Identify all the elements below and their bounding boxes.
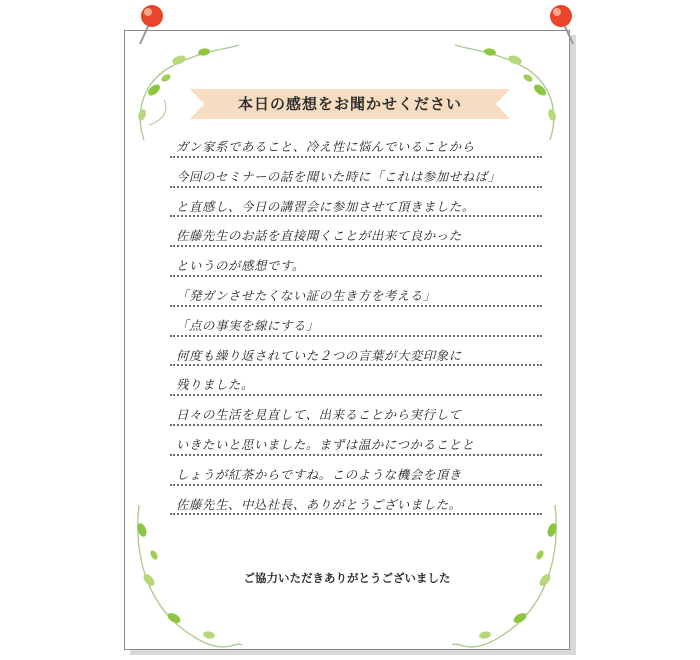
response-line: というのが感想です。 [170,247,542,277]
pushpin-icon [134,0,170,48]
response-lines [170,128,542,515]
response-line: 佐藤先生、中込社長、ありがとうございました。 [170,486,542,516]
response-line: 「点の事実を線にする」 [170,307,542,337]
response-line: ガン家系であること、冷え性に悩んでいることから [170,128,542,158]
title-banner [190,85,510,123]
response-line: しょうが紅茶からですね。このような機会を頂き [170,456,542,486]
response-line: いきたいと思いました。まずは温かにつかることと [170,426,542,456]
response-line: 「発ガンさせたくない証の生き方を考える」 [170,277,542,307]
response-line: 何度も繰り返されていた２つの言葉が大変印象に [170,337,542,367]
thank-you-footer: ご協力いただきありがとうございました [243,571,451,585]
response-line: と直感し、今日の講習会に参加させて頂きました。 [170,188,542,218]
card-title: 本日の感想をお聞かせください [237,95,462,113]
response-line: 佐藤先生のお話を直接聞くことが出来て良かった [170,217,542,247]
response-line: 残りました。 [170,366,542,396]
pushpin-icon [543,0,579,48]
response-line: 今回のセミナーの話を聞いた時に「これは参加せねば」 [170,158,542,188]
response-line: 日々の生活を見直して、出来ることから実行して [170,396,542,426]
